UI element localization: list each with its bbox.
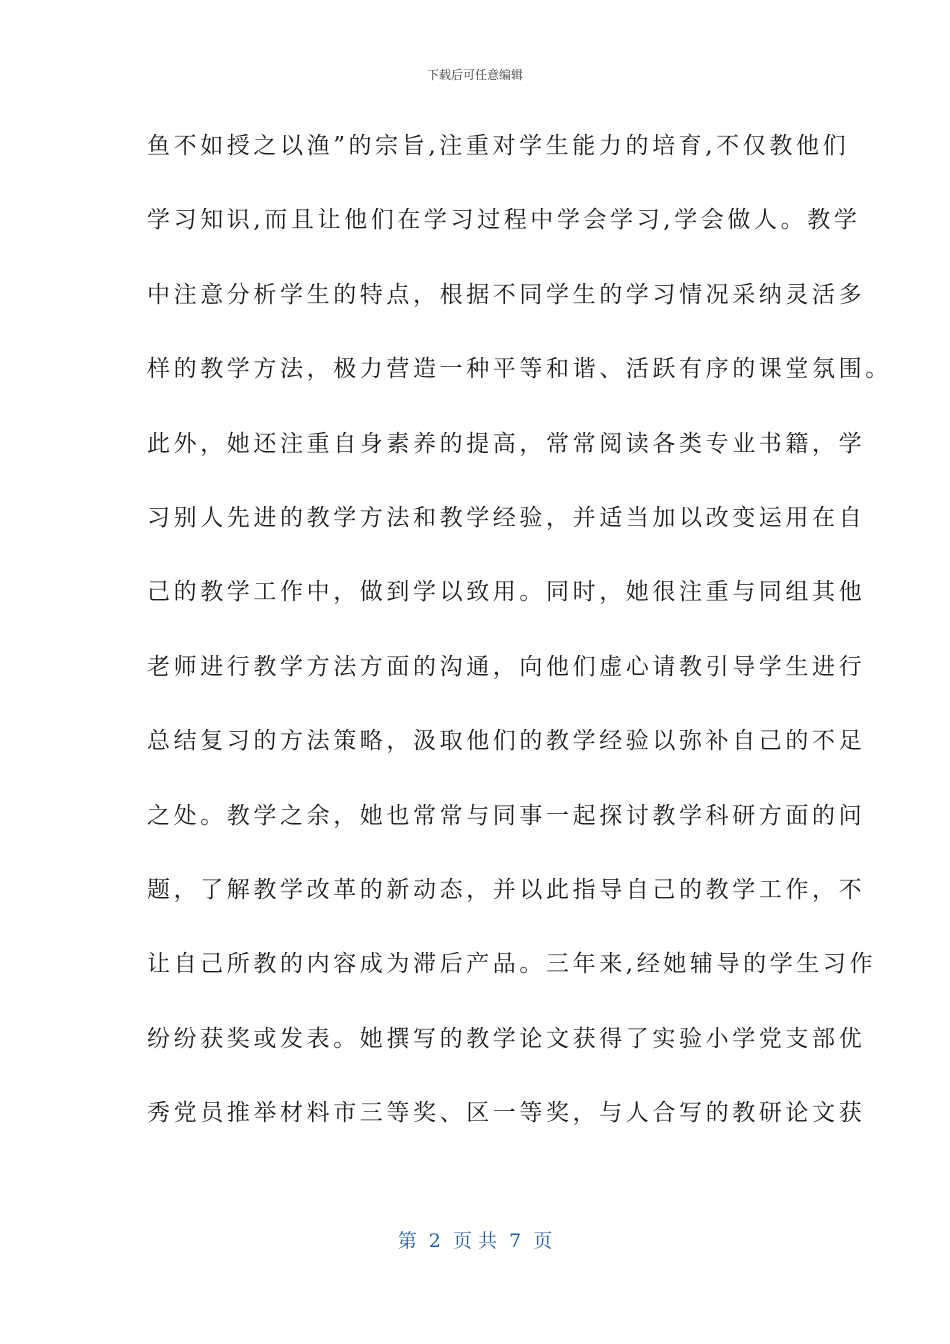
text-line: 秀党员推举材料市三等奖、区一等奖，与人合写的教研论文获 xyxy=(147,1100,866,1127)
document-body xyxy=(147,124,892,1165)
text-line: 样的教学方法，极力营造一种平等和谐、活跃有序的课堂氛围。 xyxy=(147,356,892,383)
text-line: 习别人先进的教学方法和教学经验，并适当加以改变运用在自 xyxy=(147,504,866,531)
text-line: 之处。教学之余，她也常常与同事一起探讨教学科研方面的问 xyxy=(147,802,866,829)
page-header-note: 下载后可任意编辑 xyxy=(426,68,523,82)
text-line: 鱼不如授之以渔”的宗旨,注重对学生能力的培育,不仅教他们 xyxy=(147,133,850,159)
text-line: 纷纷获奖或发表。她撰写的教学论文获得了实验小学党支部优 xyxy=(147,1025,866,1052)
text-line: 中注意分析学生的特点，根据不同学生的学习情况采纳灵活多 xyxy=(147,281,866,308)
page-number-footer: 第 2 页 共 7 页 xyxy=(397,1230,553,1252)
text-line: 老师进行教学方法方面的沟通，向他们虚心请教引导学生进行 xyxy=(147,653,866,680)
text-line: 题，了解教学改革的新动态，并以此指导自己的教学工作，不 xyxy=(147,876,866,903)
text-line: 总结复习的方法策略，汲取他们的教学经验以弥补自己的不足 xyxy=(147,728,866,755)
text-line: 己的教学工作中，做到学以致用。同时，她很注重与同组其他 xyxy=(147,579,866,606)
text-line: 此外，她还注重自身素养的提高，常常阅读各类专业书籍，学 xyxy=(147,430,866,457)
text-line: 让自己所教的内容成为滞后产品。三年来,经她辅导的学生习作 xyxy=(147,951,877,978)
text-line: 学习知识,而且让他们在学习过程中学会学习,学会做人。教学 xyxy=(147,207,861,234)
